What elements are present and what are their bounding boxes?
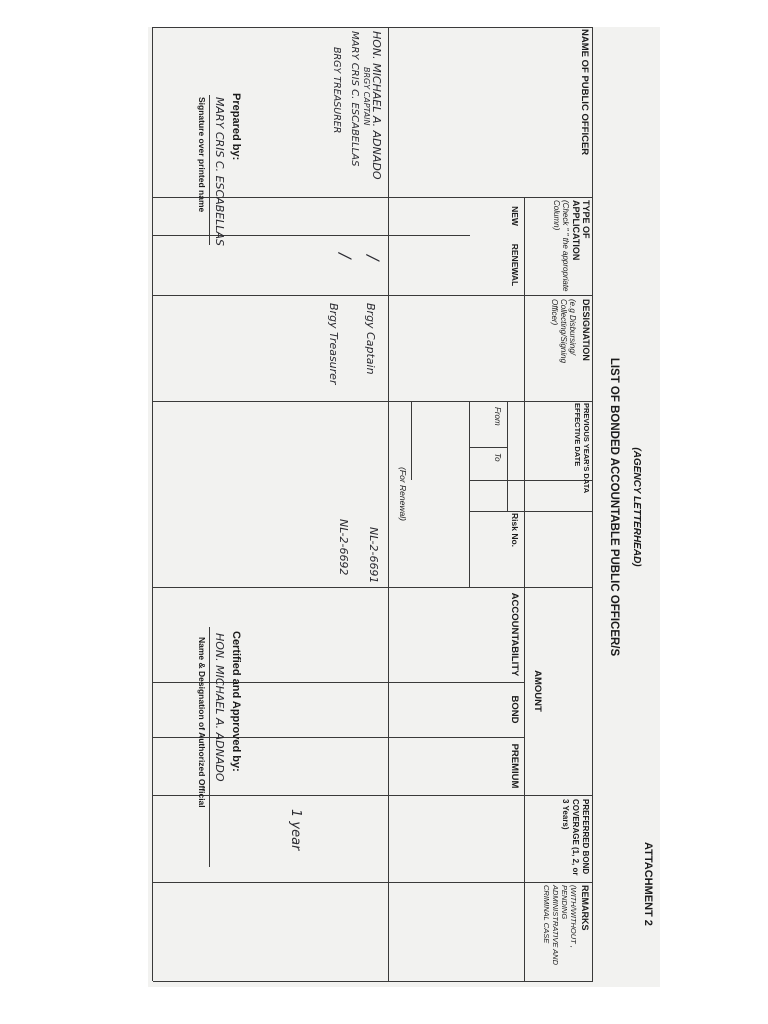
risk-number-1: NL-2-6691 (367, 527, 380, 584)
attachment-label: ATTACHMENT 2 (642, 842, 654, 926)
renewal-check-2: / (336, 253, 355, 259)
header-premium: PREMIUM (509, 743, 520, 789)
header-name-of-public-officer: NAME OF PUBLIC OFFICER (579, 29, 590, 156)
table-header-line-4 (411, 402, 412, 480)
risk-number-2: NL-2-6692 (337, 519, 350, 576)
header-to: To (493, 453, 502, 462)
col-line-7 (153, 587, 593, 588)
header-remarks-note: (WITH/WITHOUT , PENDING ADMINISTRATIVE AND CRIMINAL CASE (542, 885, 578, 966)
header-effective-date: EFFECTIVE DATE (573, 403, 582, 467)
header-new: NEW (510, 206, 520, 226)
header-amount: AMOUNT (532, 670, 543, 712)
approved-signature-line (209, 627, 210, 867)
officer1-title: BRGY CAPTAIN (362, 67, 371, 126)
header-from: From (493, 407, 502, 426)
document-title: LIST OF BONDED ACCOUNTABLE PUBLIC OFFICER/S (608, 357, 620, 657)
header-type-note: (Check " " the appropriate Column) (552, 200, 570, 292)
header-designation-note: (e.g Disbursing/ Collecting/Signing Officer) (550, 299, 577, 364)
table-header-line-1 (524, 197, 525, 982)
officer2-name: MARY CRIS C. ESCABELLAS (349, 31, 360, 167)
header-accountability: ACCOUNTABILITY (509, 592, 520, 677)
table-header-line-3 (469, 401, 470, 587)
prepared-signature-line (209, 95, 210, 245)
col-line-from-to (470, 447, 508, 448)
rotated-landscape-form (148, 27, 660, 987)
scanned-page (148, 27, 660, 987)
officer2-title: BRGY TREASURER (331, 47, 342, 134)
table-right-border (153, 981, 593, 982)
header-bond: BOND (509, 695, 520, 724)
header-previous-years-data: PREVIOUS YEAR'S DATA (582, 403, 591, 494)
approved-by-name: HON. MICHAEL A. ADNADO (213, 633, 226, 782)
header-type-of-application: TYPE OF APPLICATION (571, 200, 591, 261)
table-left-border (153, 27, 593, 28)
prepared-by-label: Prepared by: (230, 93, 242, 161)
designation-1: Brgy Captain (364, 303, 377, 375)
header-remarks: REMARKS (580, 885, 590, 931)
col-line-11 (153, 882, 593, 883)
col-line-3 (153, 295, 593, 296)
col-line-2 (153, 235, 470, 236)
prepared-by-caption: Signature over printed name (197, 97, 207, 213)
header-renewal: RENEWAL (510, 243, 520, 287)
approved-by-label: Certified and Approved by: (230, 631, 242, 772)
table-header-bottom (388, 27, 389, 981)
renewal-check-1: / (364, 255, 383, 261)
coverage-1: 1 year (288, 809, 303, 851)
col-line-4 (153, 401, 593, 402)
table-bottom-border (152, 27, 153, 981)
officer1-name: HON. MICHAEL A. ADNADO (370, 31, 383, 180)
header-designation: DESIGNATION (581, 299, 591, 361)
header-for-renewal: (For Renewal) (398, 467, 408, 521)
col-line-6 (469, 511, 593, 512)
table-header-line-2 (507, 401, 508, 511)
header-risk-no: Risk No. (510, 513, 520, 548)
agency-letterhead: (AGENCY LETTERHEAD) (631, 447, 642, 567)
col-line-10 (153, 795, 593, 796)
designation-2: Brgy Treasurer (327, 303, 340, 385)
prepared-by-name: MARY CRIS C. ESCABELLAS (213, 97, 226, 246)
table-top-border (592, 27, 593, 981)
approved-by-caption: Name & Designation of Authorized Official (197, 637, 207, 808)
header-preferred-bond-coverage: PREFERRED BOND COVERAGE (1, 2, or 3 Years) (561, 799, 590, 876)
